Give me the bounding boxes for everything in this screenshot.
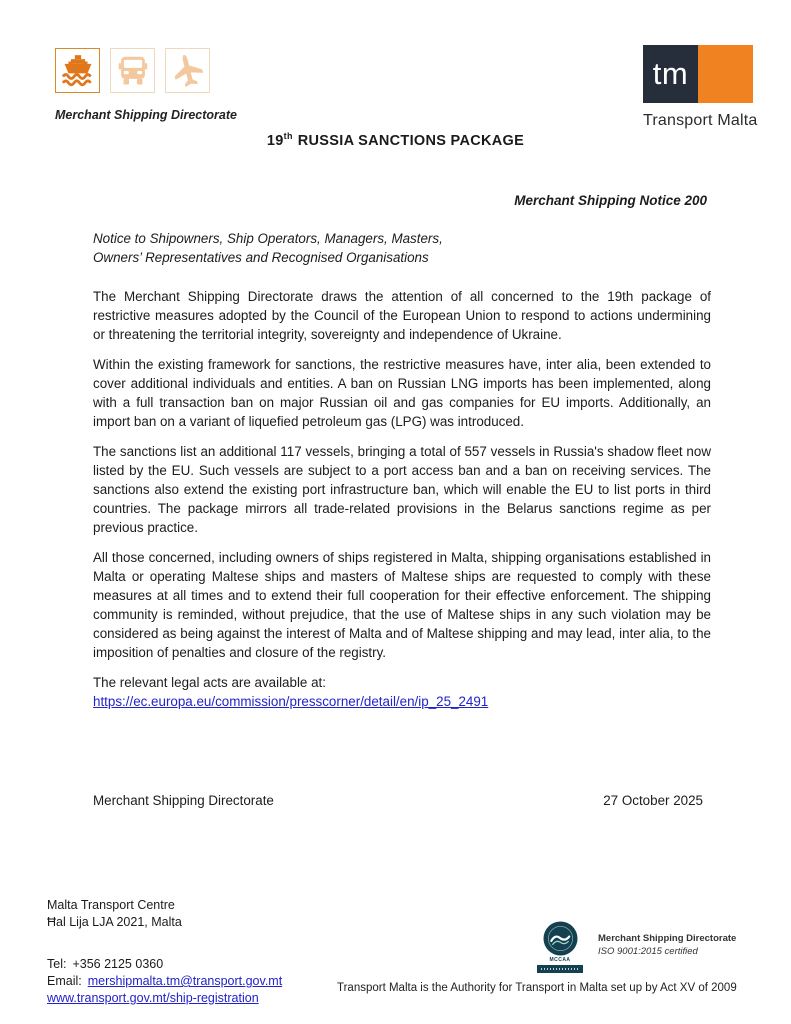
email-line xyxy=(47,973,282,990)
ship-registration-link[interactable]: www.transport.gov.mt/ship-registration xyxy=(47,991,259,1005)
plane-icon xyxy=(169,52,207,90)
badge-org-label: MCCAA xyxy=(549,957,571,963)
logo-orange-square xyxy=(698,45,753,103)
addressees-line: Owners’ Representatives and Recognised Organisations xyxy=(93,250,429,265)
certification-directorate: Merchant Shipping Directorate xyxy=(598,933,737,944)
logo-caption: Transport Malta xyxy=(643,112,758,129)
paragraph: The Merchant Shipping Directorate draws the attention of all concerned to the 19th package of restrictive measures adopted by the Council of the European Union to respond to actions undermining or threatening the territorial integrity, sovereignty and independence of Ukraine. xyxy=(93,289,711,342)
ship-icon xyxy=(59,52,97,90)
paragraph: The sanctions list an additional 117 vessels, bringing a total of 557 vessels in Russia's shadow fleet now listed by the EU. Such vessels are subject to a port access ban and a ban on receiving services. The sanctions also extend the existing port infrastructure ban, which will enable the EU to list ports in third countries. The package mirrors all trade-related provisions in the Belarus sanctions regime as per previous practice. xyxy=(93,444,711,535)
issue-date: 27 October 2025 xyxy=(603,793,703,808)
email-link[interactable]: mershipmalta.tm@transport.gov.mt xyxy=(87,974,283,988)
certification-text xyxy=(598,932,736,958)
addressees-block xyxy=(93,229,443,267)
title-text: RUSSIA SANCTIONS PACKAGE xyxy=(297,132,525,149)
tel-label: Tel: xyxy=(47,957,67,971)
email-label: Email: xyxy=(47,974,82,988)
legal-acts-block xyxy=(93,673,711,711)
directorate-caption: Merchant Shipping Directorate xyxy=(55,108,237,122)
transport-malta-logo xyxy=(643,45,758,130)
aviation-mode-tile xyxy=(165,48,210,93)
directorate-letterhead xyxy=(55,48,237,122)
authority-note: Transport Malta is the Authority for Transport in Malta set up by Act XV of 2009 xyxy=(337,982,737,994)
mccaa-certification-badge xyxy=(537,921,583,973)
paragraph: Within the existing framework for sanctions, the restrictive measures have, inter alia, been extended to cover additional individuals and entities. A ban on Russian LNG imports has been implemented, along with a full transaction ban on major Russian oil and gas companies for EU imports. Additionally, an import ban on a variant of liquefied petroleum gas (LPG) was introduced. xyxy=(93,357,711,429)
certification-iso: ISO 9001:2015 certified xyxy=(598,946,698,957)
document-body xyxy=(93,287,711,722)
legal-acts-intro: The relevant legal acts are available at: xyxy=(93,675,326,690)
address-line: Malta Transport Centre xyxy=(47,898,175,912)
website-line xyxy=(47,990,282,1007)
signature-row xyxy=(93,793,703,808)
document-title xyxy=(0,131,791,149)
address-line: Ħal Lija LJA 2021, Malta xyxy=(47,914,182,929)
mccaa-seal-icon xyxy=(537,921,583,956)
logo-squares xyxy=(643,45,753,103)
title-number: 19 xyxy=(266,132,284,149)
land-transport-mode-tile xyxy=(110,48,155,93)
paragraph: All those concerned, including owners of ships registered in Malta, shipping organisations established in Malta or operating Maltese ships and masters of Maltese ships are requested to comply with these measures at all times and to extend their full cooperation for their effective enforcement. The shipping community is reminded, without prejudice, that the use of Maltese ships in any such violation may be considered as being against the interest of Malta and of Maltese shipping and may lead, inter alia, to the imposition of penalties and closure of the registry. xyxy=(93,550,711,660)
maritime-mode-tile xyxy=(55,48,100,93)
notice-reference: Merchant Shipping Notice 200 xyxy=(514,193,707,208)
bus-icon xyxy=(114,52,152,90)
tel-number: +356 2125 0360 xyxy=(72,957,164,971)
footer-contact xyxy=(47,956,282,1007)
title-ordinal: th xyxy=(283,131,293,141)
addressees-line: Notice to Shipowners, Ship Operators, Managers, Masters, xyxy=(93,231,443,246)
transport-mode-tiles xyxy=(55,48,237,93)
badge-accreditation-bar xyxy=(537,965,583,973)
legal-acts-link[interactable]: https://ec.europa.eu/commission/presscorner/detail/en/ip_25_2491 xyxy=(93,694,489,709)
footer-address xyxy=(47,897,182,930)
issuer-name: Merchant Shipping Directorate xyxy=(93,793,274,808)
logo-monogram: tm xyxy=(643,45,698,103)
telephone-line xyxy=(47,956,282,973)
